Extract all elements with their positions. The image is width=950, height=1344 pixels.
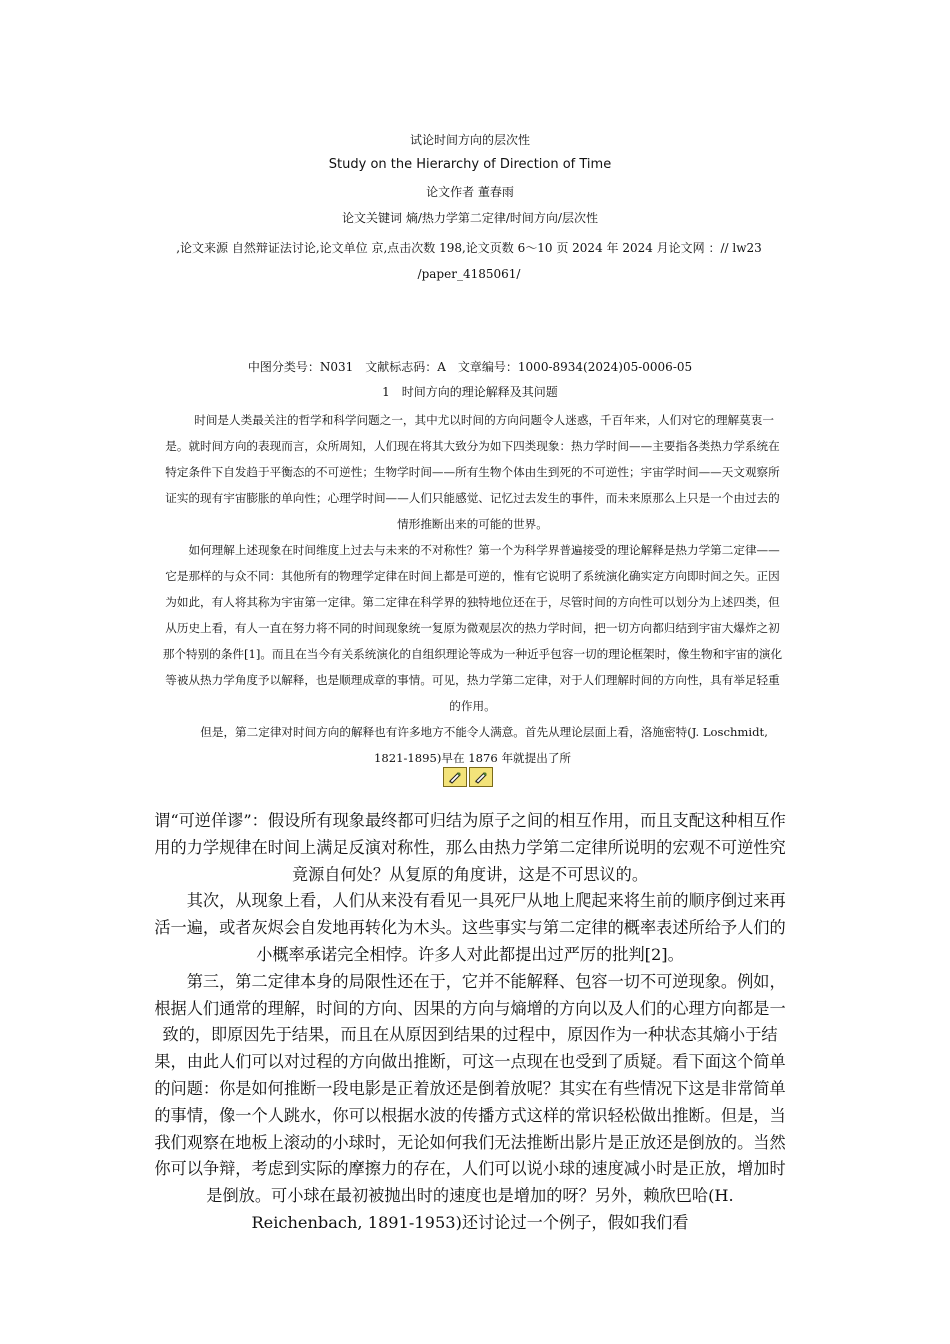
paper-source: [144, 235, 794, 287]
small-text-body: [160, 407, 785, 771]
classification-line: 中图分类号：N031 文献标志码：A 文章编号：1000-8934(2024)05-0006-05: [247, 360, 693, 374]
paragraph: 如何理解上述现象在时间维度上过去与未来的不对称性？第一个为科学界普遍接受的理论解释是热力学第二定律——它是那样的与众不同：其他所有的物理学定律在时间上都是可逆的，惟有它说明了系统演化确实定方向即时间之矢。正因为如此，有人将其称为宇宙第一定律。第二定律在科学界的独特地位还在于，尽管时间的方向性可以划分为上述四类，但从历史上看，有人一直在努力将不同的时间现象统一复原为微观层次的热力学时间，把一切方向都归结到宇宙大爆炸之初那个特别的条件[1]。而且在当今有关系统演化的自组织理论等成为一种近乎包容一切的理论框架时，像生物和宇宙的演化等被从热力学角度予以解释，也是顺理成章的事情。可见，热力学第二定律，对于人们理解时间的方向性，具有举足轻重的作用。: [162, 543, 783, 713]
paper-author: 论文作者 董春雨: [426, 185, 514, 199]
paragraph: 但是，第二定律对时间方向的解释也有许多地方不能令人满意。首先从理论层面上看，洛施密特(J. Loschmidt, 1821-1895)早在 1876 年就提出了所: [200, 725, 768, 765]
paper-source-line-2: /paper_4185061/: [417, 267, 521, 281]
paper-source-line-1: ,论文来源 自然辩证法讨论,论文单位 京,点击次数 198,论文页数 6～10 页 2024 年 2024 月论文网 ：// lw23: [176, 241, 762, 255]
paragraph: 第三，第二定律本身的局限性还在于，它并不能解释、包容一切不可逆现象。例如，根据人们通常的理解，时间的方向、因果的方向与熵增的方向以及人们的心理方向都是一致的，即原因先于结果，而且在从原因到结果的过程中，原因作为一种状态其熵小于结果，由此人们可以对过程的方向做出推断，可这一点现在也受到了质疑。看下面这个简单的问题：你是如何推断一段电影是正着放还是倒着放呢？其实在有些情况下这是非常简单的事情，像一个人跳水，你可以根据水波的传播方式这样的常识轻松做出推断。但是，当我们观察在地板上滚动的小球时，无论如何我们无法推断出影片是正放还是倒放的。当然你可以争辩，考虑到实际的摩擦力的存在，人们可以说小球的速度减小时是正放，增加时是倒放。可小球在最初被抛出时的速度也是增加的呀？另外，赖欣巴哈(H. Reichenbach, 1891-1953)还讨论过一个例子，假如我们看: [154, 971, 786, 1232]
section-heading: 1 时间方向的理论解释及其问题: [382, 385, 558, 399]
paragraph: 时间是人类最关注的哲学和科学问题之一，其中尤以时间的方向问题令人迷惑，千百年来，人们对它的理解莫衷一是。就时间方向的表现而言，众所周知，人们现在将其大致分为如下四类现象：热力学时间——主要指各类热力学系统在特定条件下自发趋于平衡态的不可逆性；生物学时间——所有生物个体由生到死的不可逆性；宇宙学时间——天文观察所证实的现有宇宙膨胀的单向性；心理学时间——人们只能感觉、记忆过去发生的事件，而未来原那么上只是一个由过去的情形推断出来的可能的世界。: [165, 413, 780, 531]
paper-keywords: 论文关键词 熵/热力学第二定律/时间方向/层次性: [342, 211, 598, 225]
paragraph: 其次，从现象上看，人们从来没有看见一具死尸从地上爬起来将生前的顺序倒过来再活一遍，或者灰烬会自发地再转化为木头。这些事实与第二定律的概率表述所给予人们的小概率承诺完全相悖。许多人对此都提出过严厉的批判[2]。: [154, 891, 786, 964]
edit-icon: [469, 767, 493, 787]
inline-icons: [443, 767, 493, 787]
paper-title-en: Study on the Hierarchy of Direction of Time: [328, 157, 612, 172]
paragraph: 谓“可逆佯谬”：假设所有现象最终都可归结为原子之间的相互作用，而且支配这种相互作用的力学规律在时间上满足反演对称性，那么由热力学第二定律所说明的宏观不可逆性究竟源自何处？从复原的角度讲，这是不可思议的。: [154, 811, 786, 884]
edit-icon: [443, 767, 467, 787]
paper-title-cn: 试论时间方向的层次性: [409, 133, 530, 147]
large-text-body: [150, 808, 790, 1237]
